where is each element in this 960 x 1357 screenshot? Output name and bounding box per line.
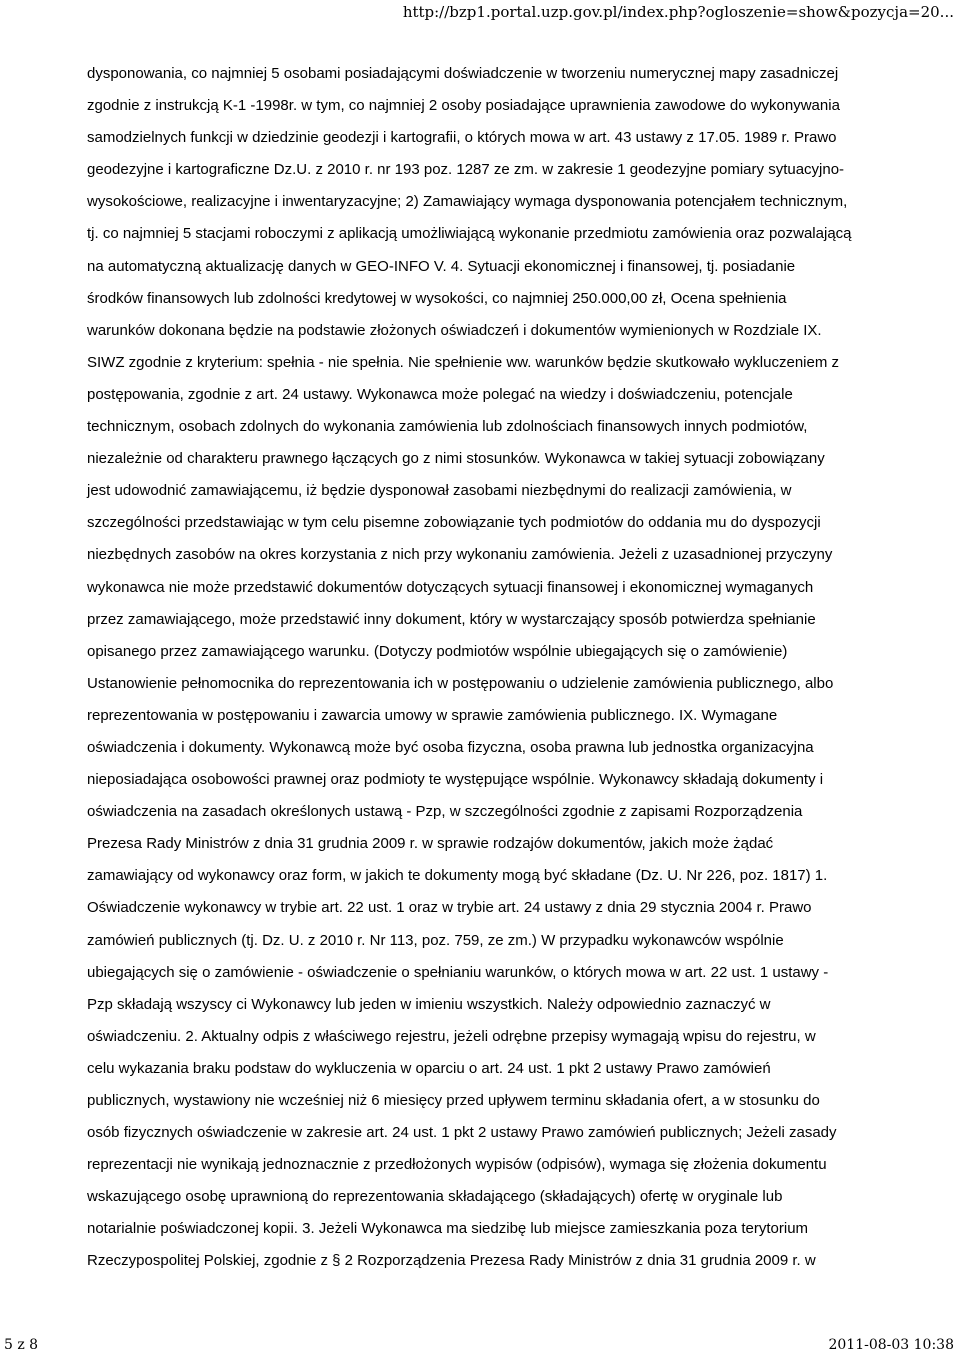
text-line: zamawiający od wykonawcy oraz form, w jakich te dokumenty mogą być składane (Dz. U. Nr 226, poz. 1817) 1. (87, 867, 828, 885)
text-line: Oświadczenie wykonawcy w trybie art. 22 ust. 1 oraz w trybie art. 24 ustawy z dnia 29 stycznia 2004 r. Prawo (87, 899, 812, 917)
text-line: wskazującego osobę uprawnioną do reprezentowania składającego (składających) ofertę w oryginale lub (87, 1188, 783, 1206)
text-line: Prezesa Rady Ministrów z dnia 31 grudnia 2009 r. w sprawie rodzajów dokumentów, jakich może żądać (87, 835, 774, 853)
text-line: przez zamawiającego, może przedstawić inny dokument, który w wystarczający sposób potwierdza spełnianie (87, 610, 816, 628)
text-line: technicznym, osobach zdolnych do wykonania zamówienia lub zdolnościach finansowych innych podmiotów, (87, 418, 808, 436)
text-line: zamówień publicznych (tj. Dz. U. z 2010 r. Nr 113, poz. 759, ze zm.) W przypadku wykonawców wspólnie (87, 931, 784, 949)
text-line: opisanego przez zamawiającego warunku. (Dotyczy podmiotów wspólnie ubiegających się o zamówienie) (87, 642, 788, 660)
text-line: samodzielnych funkcji w dziedzinie geodezji i kartografii, o których mowa w art. 43 ustawy z 17.05. 1989 r. Prawo (87, 129, 837, 147)
text-line: dysponowania, co najmniej 5 osobami posiadającymi doświadczenie w tworzeniu numerycznej mapy zasadniczej (87, 65, 839, 82)
text-line: Ustanowienie pełnomocnika do reprezentowania ich w postępowaniu o udzielenie zamówienia publicznego, albo (87, 674, 834, 692)
text-line: oświadczenia na zasadach określonych ustawą - Pzp, w szczególności zgodnie z zapisami Rozporządzenia (87, 803, 803, 821)
text-line: na automatyczną aktualizację danych w GEO-INFO V. 4. Sytuacji ekonomicznej i finansowej, tj. posiadanie (87, 257, 796, 275)
text-line: geodezyjne i kartograficzne Dz.U. z 2010 r. nr 193 poz. 1287 ze zm. w zakresie 1 geodezyjne pomiary sytuacyjno- (87, 161, 845, 179)
text-line: reprezentowania w postępowaniu i zawarcia umowy w sprawie zamówienia publicznego. IX. Wymagane (87, 706, 778, 724)
text-line: ubiegających się o zamówienie - oświadczenie o spełnianiu warunków, o których mowa w art. 22 ust. 1 ustawy - (87, 963, 829, 981)
print-timestamp: 2011-08-03 10:38 (828, 1337, 954, 1353)
text-line: SIWZ zgodnie z kryterium: spełnia - nie spełnia. Nie spełnienie ww. warunków będzie skutkowało wykluczeniem z (87, 353, 839, 371)
page-url-header: http://bzp1.portal.uzp.gov.pl/index.php?ogloszenie=show&pozycja=20... (402, 3, 954, 21)
document-body (87, 62, 887, 1282)
text-line: niezależnie od charakteru prawnego łączących go z nimi stosunków. Wykonawca w takiej sytuacji zobowiązany (87, 450, 825, 468)
text-line: Pzp składają wszyscy ci Wykonawcy lub jeden w imieniu wszystkich. Należy odpowiednio zaznaczyć w (87, 995, 771, 1013)
text-line: szczególności przedstawiając w tym celu pisemne zobowiązanie tych podmiotów do oddania mu do dyspozycji (87, 514, 821, 532)
text-line: osób fizycznych oświadczenie w zakresie art. 24 ust. 1 pkt 2 ustawy Prawo zamówień publicznych; Jeżeli zasady (87, 1124, 837, 1142)
text-line: jest udowodnić zamawiającemu, iż będzie dysponował zasobami niezbędnymi do realizacji zamówienia, w (87, 482, 792, 500)
text-line: celu wykazania braku podstaw do wykluczenia w oparciu o art. 24 ust. 1 pkt 2 ustawy Prawo zamówień (87, 1059, 771, 1077)
text-line: wykonawca nie może przedstawić dokumentów dotyczących sytuacji finansowej i ekonomicznej wymaganych (87, 578, 814, 596)
page-number: 5 z 8 (4, 1337, 39, 1353)
text-line: warunków dokonana będzie na podstawie złożonych oświadczeń i dokumentów wymienionych w Rozdziale IX. (87, 321, 822, 339)
text-line: Rzeczypospolitej Polskiej, zgodnie z § 2 Rozporządzenia Prezesa Rady Ministrów z dnia 31 grudnia 2009 r. w (87, 1252, 816, 1270)
text-line: oświadczeniu. 2. Aktualny odpis z właściwego rejestru, jeżeli odrębne przepisy wymagają wpisu do rejestru, w (87, 1027, 816, 1045)
text-line: publicznych, wystawiony nie wcześniej niż 6 miesięcy przed upływem terminu składania ofert, a w stosunku do (87, 1092, 820, 1109)
text-line: postępowania, zgodnie z art. 24 ustawy. Wykonawca może polegać na wiedzy i doświadczeniu, potencjale (87, 385, 793, 403)
text-line: oświadczenia i dokumenty. Wykonawcą może być osoba fizyczna, osoba prawna lub jednostka organizacyjna (87, 738, 814, 756)
text-line: reprezentacji nie wynikają jednoznacznie z przedłożonych wypisów (odpisów), wymaga się złożenia dokumentu (87, 1156, 827, 1174)
text-line: notarialnie poświadczonej kopii. 3. Jeżeli Wykonawca ma siedzibę lub miejsce zamieszkania poza terytorium (87, 1220, 809, 1238)
text-line: zgodnie z instrukcją K-1 -1998r. w tym, co najmniej 2 osoby posiadające uprawnienia zawodowe do wykonywania (87, 97, 840, 115)
text-line: wysokościowe, realizacyjne i inwentaryzacyjne; 2) Zamawiający wymaga dysponowania potencjałem technicznym, (87, 193, 848, 211)
text-line: tj. co najmniej 5 stacjami roboczymi z aplikacją umożliwiającą wykonanie przedmiotu zamówienia oraz pozwalającą (87, 225, 852, 243)
text-line: środków finansowych lub zdolności kredytowej w wysokości, co najmniej 250.000,00 zł, Ocena spełnienia (87, 289, 787, 307)
text-line: nieposiadająca osobowości prawnej oraz podmioty te występujące wspólnie. Wykonawcy składają dokumenty i (87, 771, 824, 789)
text-line: niezbędnych zasobów na okres korzystania z nich przy wykonaniu zamówienia. Jeżeli z uzasadnionej przyczyny (87, 546, 833, 564)
